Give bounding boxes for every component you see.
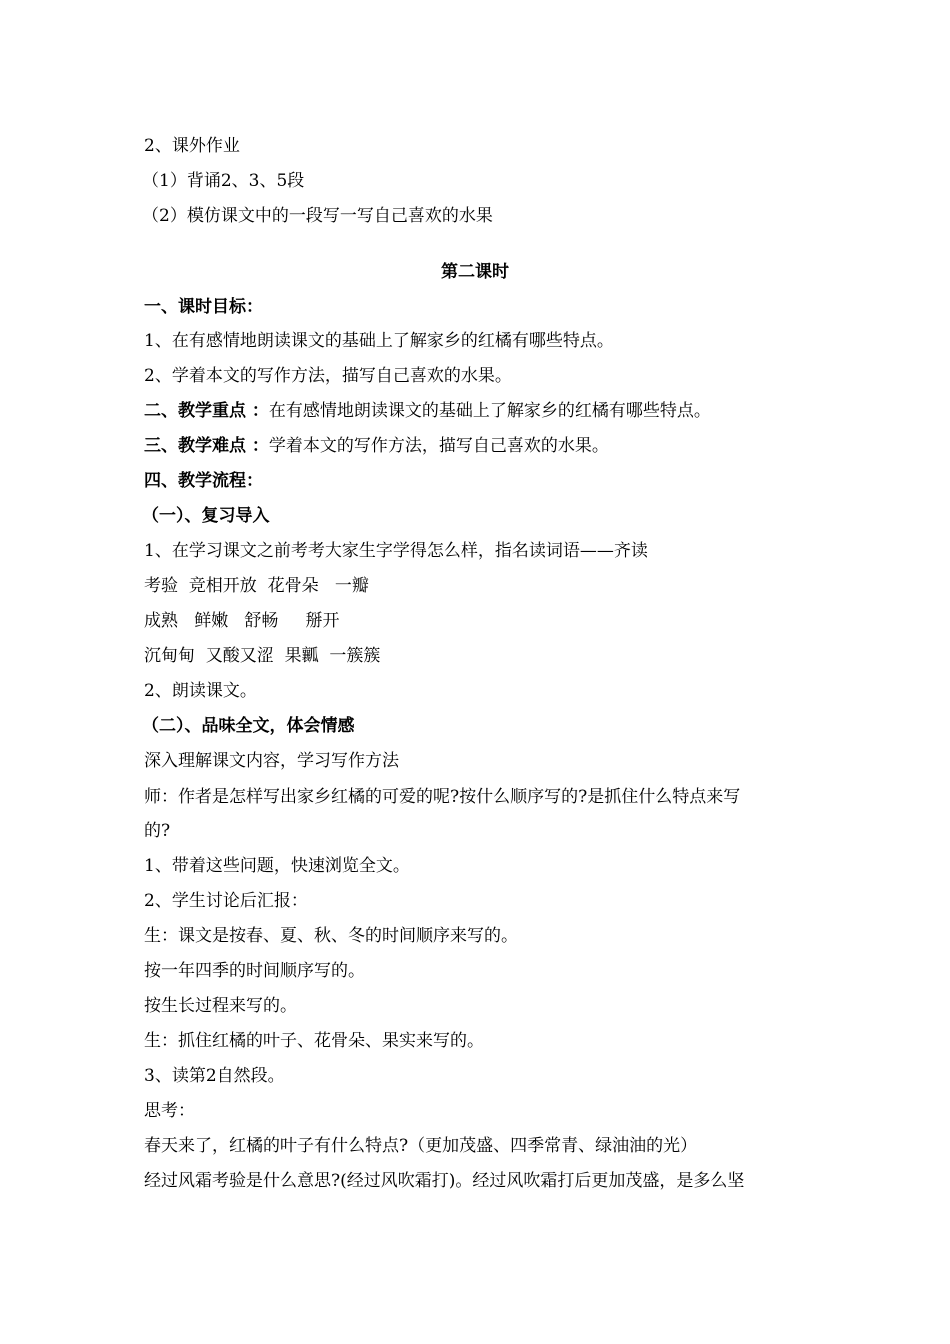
words-row-2: 成熟 鲜嫩 舒畅 掰开 (144, 611, 340, 631)
difficulty-label: 三、教学难点 ： (144, 436, 269, 456)
step-3: 3、读第2自然段。 (144, 1066, 285, 1086)
teacher-question-line-2: 的? (144, 821, 171, 841)
section2-intro: 深入理解课文内容，学习写作方法 (144, 751, 399, 771)
review-2: 2、朗读课文。 (144, 681, 257, 701)
words-row-3: 沉甸甸 又酸又涩 果瓤 一簇簇 (144, 646, 381, 666)
objective-2: 2、学着本文的写作方法，描写自己喜欢的水果。 (144, 366, 512, 386)
think-label: 思考： (144, 1101, 195, 1121)
objective-1: 1、在有感情地朗读课文的基础上了解家乡的红橘有哪些特点。 (144, 331, 614, 351)
answer-line-3: 按生长过程来写的。 (144, 996, 297, 1016)
key-point (144, 400, 834, 422)
step-1: 1、带着这些问题，快速浏览全文。 (144, 856, 410, 876)
words-row-1: 考验 竞相开放 花骨朵 一瓣 (144, 576, 369, 596)
think-question-1: 春天来了，红橘的叶子有什么特点?（更加茂盛、四季常青、绿油油的光） (144, 1136, 698, 1156)
objectives-title: 一、课时目标： (144, 297, 263, 317)
section1-title: （一）、复习导入 (142, 506, 270, 526)
key-point-label: 二、教学重点 ： (144, 401, 269, 421)
think-question-2: 经过风霜考验是什么意思?(经过风吹霜打)。经过风吹霜打后更加茂盛，是多么坚 (144, 1171, 745, 1191)
review-1: 1、在学习课文之前考考大家生字学得怎么样，指名读词语——齐读 (144, 541, 648, 561)
homework-item-1: （1）背诵2、3、5段 (142, 171, 305, 191)
lesson-heading: 第二课时 (441, 262, 509, 282)
homework-item-2: （2）模仿课文中的一段写一写自己喜欢的水果 (142, 206, 493, 226)
step-2: 2、学生讨论后汇报： (144, 891, 308, 911)
homework-title: 2、课外作业 (144, 136, 240, 156)
student-answer-2: 生：抓住红橘的叶子、花骨朵、果实来写的。 (144, 1031, 484, 1051)
section2-title: （二）、品味全文，体会情感 (142, 716, 355, 736)
teacher-question-line-1: 师：作者是怎样写出家乡红橘的可爱的呢?按什么顺序写的?是抓住什么特点来写 (144, 787, 741, 807)
key-point-text: 在有感情地朗读课文的基础上了解家乡的红橘有哪些特点。 (268, 401, 711, 421)
process-title: 四、教学流程： (144, 471, 263, 491)
difficulty-text: 学着本文的写作方法，描写自己喜欢的水果。 (268, 436, 609, 456)
student-answer-1: 生：课文是按春、夏、秋、冬的时间顺序来写的。 (144, 926, 518, 946)
difficulty (144, 435, 834, 457)
answer-line-2: 按一年四季的时间顺序写的。 (144, 961, 365, 981)
